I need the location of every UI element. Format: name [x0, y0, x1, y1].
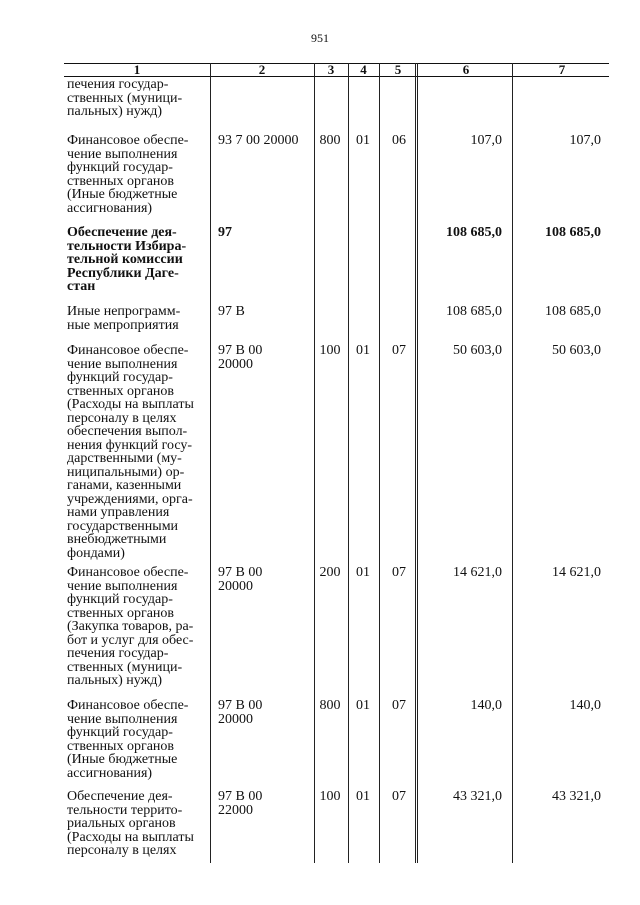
header-col-2: 2 — [258, 62, 266, 77]
row-col-4: 01 — [356, 133, 370, 148]
row-col-4: 01 — [356, 698, 370, 713]
row-value-7: 140,0 — [569, 698, 601, 713]
row-value-7: 14 621,0 — [552, 565, 601, 580]
row-name: печения государ- ственных (муници- пальных) нужд) — [67, 77, 183, 119]
row-value-6: 14 621,0 — [453, 565, 502, 580]
row-name: Обеспечение дея- тельности террито- риальных органов (Расходы на выплаты персоналу в целях — [67, 789, 194, 858]
row-col-5: 07 — [392, 343, 406, 358]
row-value-6: 50 603,0 — [453, 343, 502, 358]
row-col-5: 07 — [392, 565, 406, 580]
row-col-4: 01 — [356, 565, 370, 580]
row-name: Обеспечение дея- тельности Избира- тельной комиссии Республики Даге- стан — [67, 225, 187, 294]
column-divider — [417, 63, 418, 863]
column-divider — [415, 63, 416, 863]
row-name: Финансовое обеспе- чение выполнения функций государ- ственных органов (Иные бюджетные ассигнования) — [67, 698, 189, 781]
header-col-1: 1 — [133, 62, 141, 77]
row-code: 97 — [218, 225, 232, 240]
row-code: 97 В 00 20000 — [218, 343, 263, 372]
row-name: Иные непрограмм- ные мепроприятия — [67, 304, 181, 333]
row-col-5: 07 — [392, 698, 406, 713]
column-divider — [379, 63, 380, 863]
page-number: 951 — [311, 31, 329, 45]
row-value-6: 108 685,0 — [446, 304, 502, 319]
row-value-7: 108 685,0 — [545, 225, 601, 240]
row-value-6: 108 685,0 — [446, 225, 502, 240]
row-code: 93 7 00 20000 — [218, 133, 299, 148]
row-col-5: 07 — [392, 789, 406, 804]
table-header — [64, 63, 609, 77]
row-value-7: 43 321,0 — [552, 789, 601, 804]
column-divider — [512, 63, 513, 863]
row-code: 97 В 00 20000 — [218, 565, 263, 594]
row-value-7: 108 685,0 — [545, 304, 601, 319]
column-divider — [314, 63, 315, 863]
header-col-4: 4 — [360, 62, 367, 77]
row-col-4: 01 — [356, 789, 370, 804]
row-name: Финансовое обеспе- чение выполнения функций государ- ственных органов (Расходы на выплаты персоналу в целях обеспечения выпол- нения функций госу- дарственными (му- ниципальными) ор- ганами, казенными учреждениями, орга- нами управления государственными внебюджетными фондами) — [67, 343, 194, 561]
header-col-3: 3 — [327, 62, 335, 77]
header-col-7: 7 — [558, 62, 566, 77]
header-col-6: 6 — [462, 62, 470, 77]
row-value-7: 50 603,0 — [552, 343, 601, 358]
row-value-6: 43 321,0 — [453, 789, 502, 804]
row-col-5: 06 — [392, 133, 406, 148]
row-col-3: 100 — [319, 343, 341, 358]
row-value-6: 140,0 — [470, 698, 502, 713]
row-value-7: 107,0 — [569, 133, 601, 148]
row-name: Финансовое обеспе- чение выполнения функций государ- ственных органов (Иные бюджетные ассигнования) — [67, 133, 189, 216]
row-value-6: 107,0 — [470, 133, 502, 148]
row-col-3: 800 — [319, 133, 341, 148]
column-divider — [210, 63, 211, 863]
row-col-3: 200 — [319, 565, 341, 580]
row-code: 97 В — [218, 304, 245, 319]
header-col-5: 5 — [394, 62, 402, 77]
row-code: 97 В 00 22000 — [218, 789, 263, 818]
row-col-3: 800 — [319, 698, 341, 713]
row-name: Финансовое обеспе- чение выполнения функций государ- ственных органов (Закупка товаров, ра- бот и услуг для обес- печения государ- ственных (муници- пальных) нужд) — [67, 565, 194, 688]
row-col-3: 100 — [319, 789, 341, 804]
row-code: 97 В 00 20000 — [218, 698, 263, 727]
column-divider — [348, 63, 349, 863]
row-col-4: 01 — [356, 343, 370, 358]
